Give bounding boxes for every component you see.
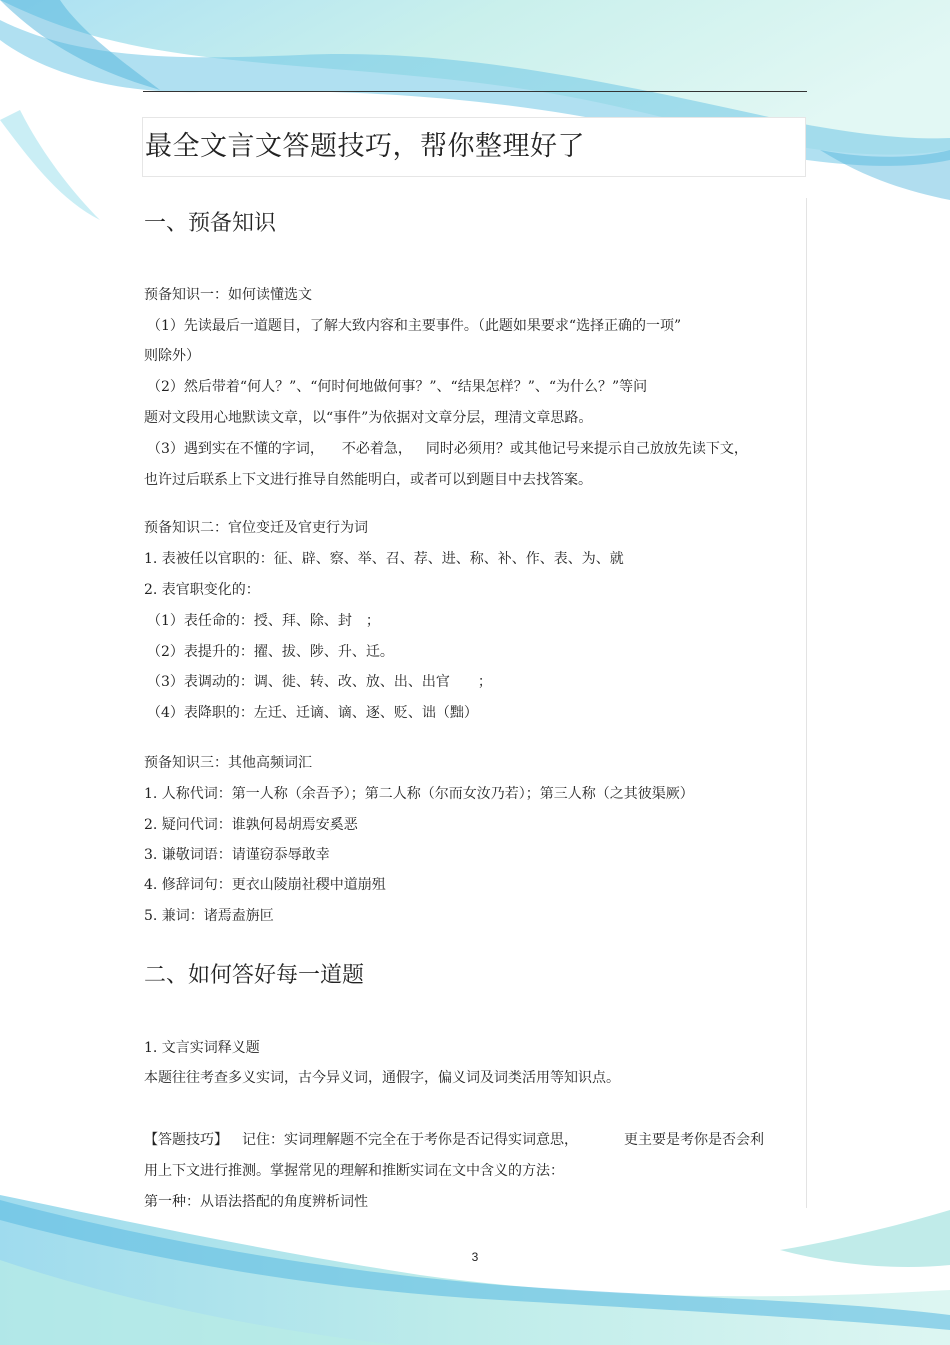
knowledge-1-para-1b: 则除外）	[144, 348, 200, 364]
knowledge-2-title: 预备知识二：官位变迁及官吏行为词	[144, 520, 368, 536]
tip-line-1-part2: 更主要是考你是否会利	[624, 1132, 764, 1148]
header-rule	[143, 91, 807, 92]
knowledge-1-para-3a-part2: 不必着急，	[341, 441, 412, 457]
content-area	[141, 198, 807, 1208]
knowledge-2-sub-3: （3）表调动的：调、徙、转、改、放、出、出官 ；	[147, 674, 492, 690]
knowledge-2-sub-4: （4）表降职的：左迁、迁谪、谪、逐、贬、诎（黜）	[147, 705, 478, 721]
knowledge-1-para-3b: 也许过后联系上下文进行推导自然能明白，或者可以到题目中去找答案。	[144, 472, 592, 488]
tip-label: 【答题技巧】	[144, 1132, 228, 1148]
knowledge-3-item-3: 3. 谦敬词语：请谨窃忝辱敢幸	[144, 847, 330, 863]
knowledge-2-sub-2: （2）表提升的：擢、拔、陟、升、迁。	[147, 644, 394, 660]
knowledge-1-para-3a	[147, 440, 748, 458]
knowledge-1-para-2a: （2）然后带着“何人？”、“何时何地做何事？”、“结果怎样？”、“为什么？”等问	[147, 379, 648, 395]
knowledge-1-para-3a-part1: （3）遇到实在不懂的字词，	[147, 441, 324, 457]
question-1-tip-line-2: 用上下文进行推测。掌握常见的理解和推断实词在文中含义的方法：	[144, 1163, 564, 1179]
section-heading-1: 一、预备知识	[144, 211, 277, 236]
tip-line-1-part1: 记住：实词理解题不完全在于考你是否记得实词意思，	[242, 1132, 578, 1148]
knowledge-1-para-2b: 题对文段用心地默读文章，以“事件”为依据对文章分层，理清文章思路。	[144, 410, 593, 426]
question-1-description: 本题往往考查多义实词，古今异义词，通假字，偏义词及词类活用等知识点。	[144, 1070, 620, 1086]
knowledge-2-item-2: 2. 表官职变化的：	[144, 582, 260, 598]
title-box	[142, 117, 806, 177]
page-title: 最全文言文答题技巧，帮你整理好了	[145, 131, 585, 162]
question-1-method-1: 第一种：从语法搭配的角度辨析词性	[144, 1194, 368, 1210]
knowledge-3-title: 预备知识三：其他高频词汇	[144, 755, 312, 771]
knowledge-3-item-4: 4. 修辞词句：更衣山陵崩社稷中道崩殂	[144, 877, 386, 893]
question-1-title: 1. 文言实词释义题	[144, 1040, 260, 1056]
section-heading-2: 二、如何答好每一道题	[144, 963, 365, 988]
knowledge-2-sub-1: （1）表任命的：授、拜、除、封 ；	[147, 613, 380, 629]
knowledge-3-item-2: 2. 疑问代词：谁孰何曷胡焉安奚恶	[144, 817, 358, 833]
knowledge-1-title: 预备知识一：如何读懂选文	[144, 287, 312, 303]
knowledge-3-item-5: 5. 兼词：诸焉盍旃叵	[144, 908, 274, 924]
knowledge-2-item-1: 1. 表被任以官职的：征、辟、察、举、召、荐、进、称、补、作、表、为、就	[144, 551, 624, 567]
page-number: 3	[471, 1250, 479, 1264]
knowledge-3-item-1: 1. 人称代词：第一人称（余吾予）；第二人称（尔而女汝乃若）；第三人称（之其彼渠厥）	[144, 786, 694, 802]
question-1-tip-line-1	[144, 1131, 764, 1149]
knowledge-1-para-3a-part3: 同时必须用？或其他记号来提示自己放放先读下文，	[425, 441, 748, 457]
knowledge-1-para-1a: （1）先读最后一道题目，了解大致内容和主要事件。（此题如果要求“选择正确的一项”	[147, 318, 682, 334]
